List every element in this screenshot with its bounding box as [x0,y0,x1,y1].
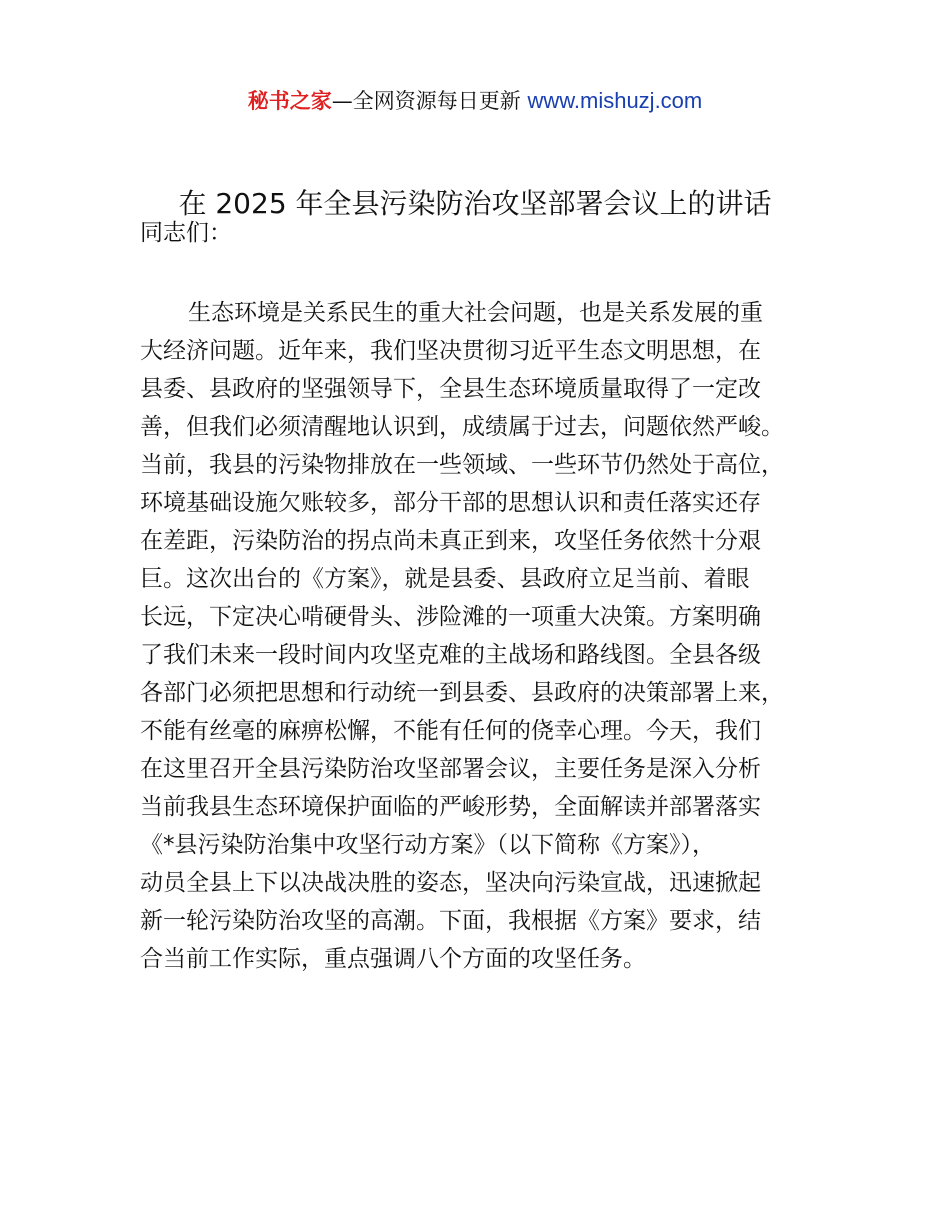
paragraph-line: 巨。这次出台的《方案》，就是县委、县政府立足当前、着眼 [140,566,750,592]
paragraph-line: 动员全县上下以决战决胜的姿态，坚决向污染宣战，迅速掀起 [140,870,761,896]
paragraph-line: 县委、县政府的坚强领导下，全县生态环境质量取得了一定改 [140,376,761,402]
salutation: 同志们： [140,220,232,246]
site-header [0,84,950,118]
paragraph-line: 新一轮污染防治攻坚的高潮。下面，我根据《方案》要求，结 [140,908,761,934]
paragraph-line: 各部门必须把思想和行动统一到县委、县政府的决策部署上来， [140,680,784,706]
paragraph-line: 长远，下定决心啃硬骨头、涉险滩的一项重大决策。方案明确 [140,604,761,630]
paragraph-line: 不能有丝毫的麻痹松懈，不能有任何的侥幸心理。今天，我们 [140,718,761,744]
paragraph-line: 善，但我们必须清醒地认识到，成绩属于过去，问题依然严峻。 [140,414,784,440]
paragraph-line: 在这里召开全县污染防治攻坚部署会议，主要任务是深入分析 [140,756,761,782]
document-title: 在 2025 年全县污染防治攻坚部署会议上的讲话 [178,187,772,220]
paragraph-line: 《*县污染防治集中攻坚行动方案》（以下简称《方案》）， [140,832,715,858]
site-url-link[interactable]: www.mishuzj.com [527,88,703,113]
paragraph-line: 生态环境是关系民生的重大社会问题，也是关系发展的重 [188,300,763,326]
paragraph-line: 当前我县生态环境保护面临的严峻形势，全面解读并部署落实 [140,794,761,820]
paragraph-line: 环境基础设施欠账较多，部分干部的思想认识和责任落实还存 [140,490,761,516]
paragraph-line: 大经济问题。近年来，我们坚决贯彻习近平生态文明思想，在 [140,338,761,364]
paragraph-line: 在差距，污染防治的拐点尚未真正到来，攻坚任务依然十分艰 [140,528,761,554]
paragraph-line: 了我们未来一段时间内攻坚克难的主战场和路线图。全县各级 [140,642,761,668]
body-paragraph [140,294,820,978]
paragraph-line: 合当前工作实际，重点强调八个方面的攻坚任务。 [140,946,646,972]
paragraph-line: 当前，我县的污染物排放在一些领域、一些环节仍然处于高位， [140,452,784,478]
site-brand: 秘书之家 [247,89,332,113]
site-slogan: —全网资源每日更新 [331,89,521,113]
